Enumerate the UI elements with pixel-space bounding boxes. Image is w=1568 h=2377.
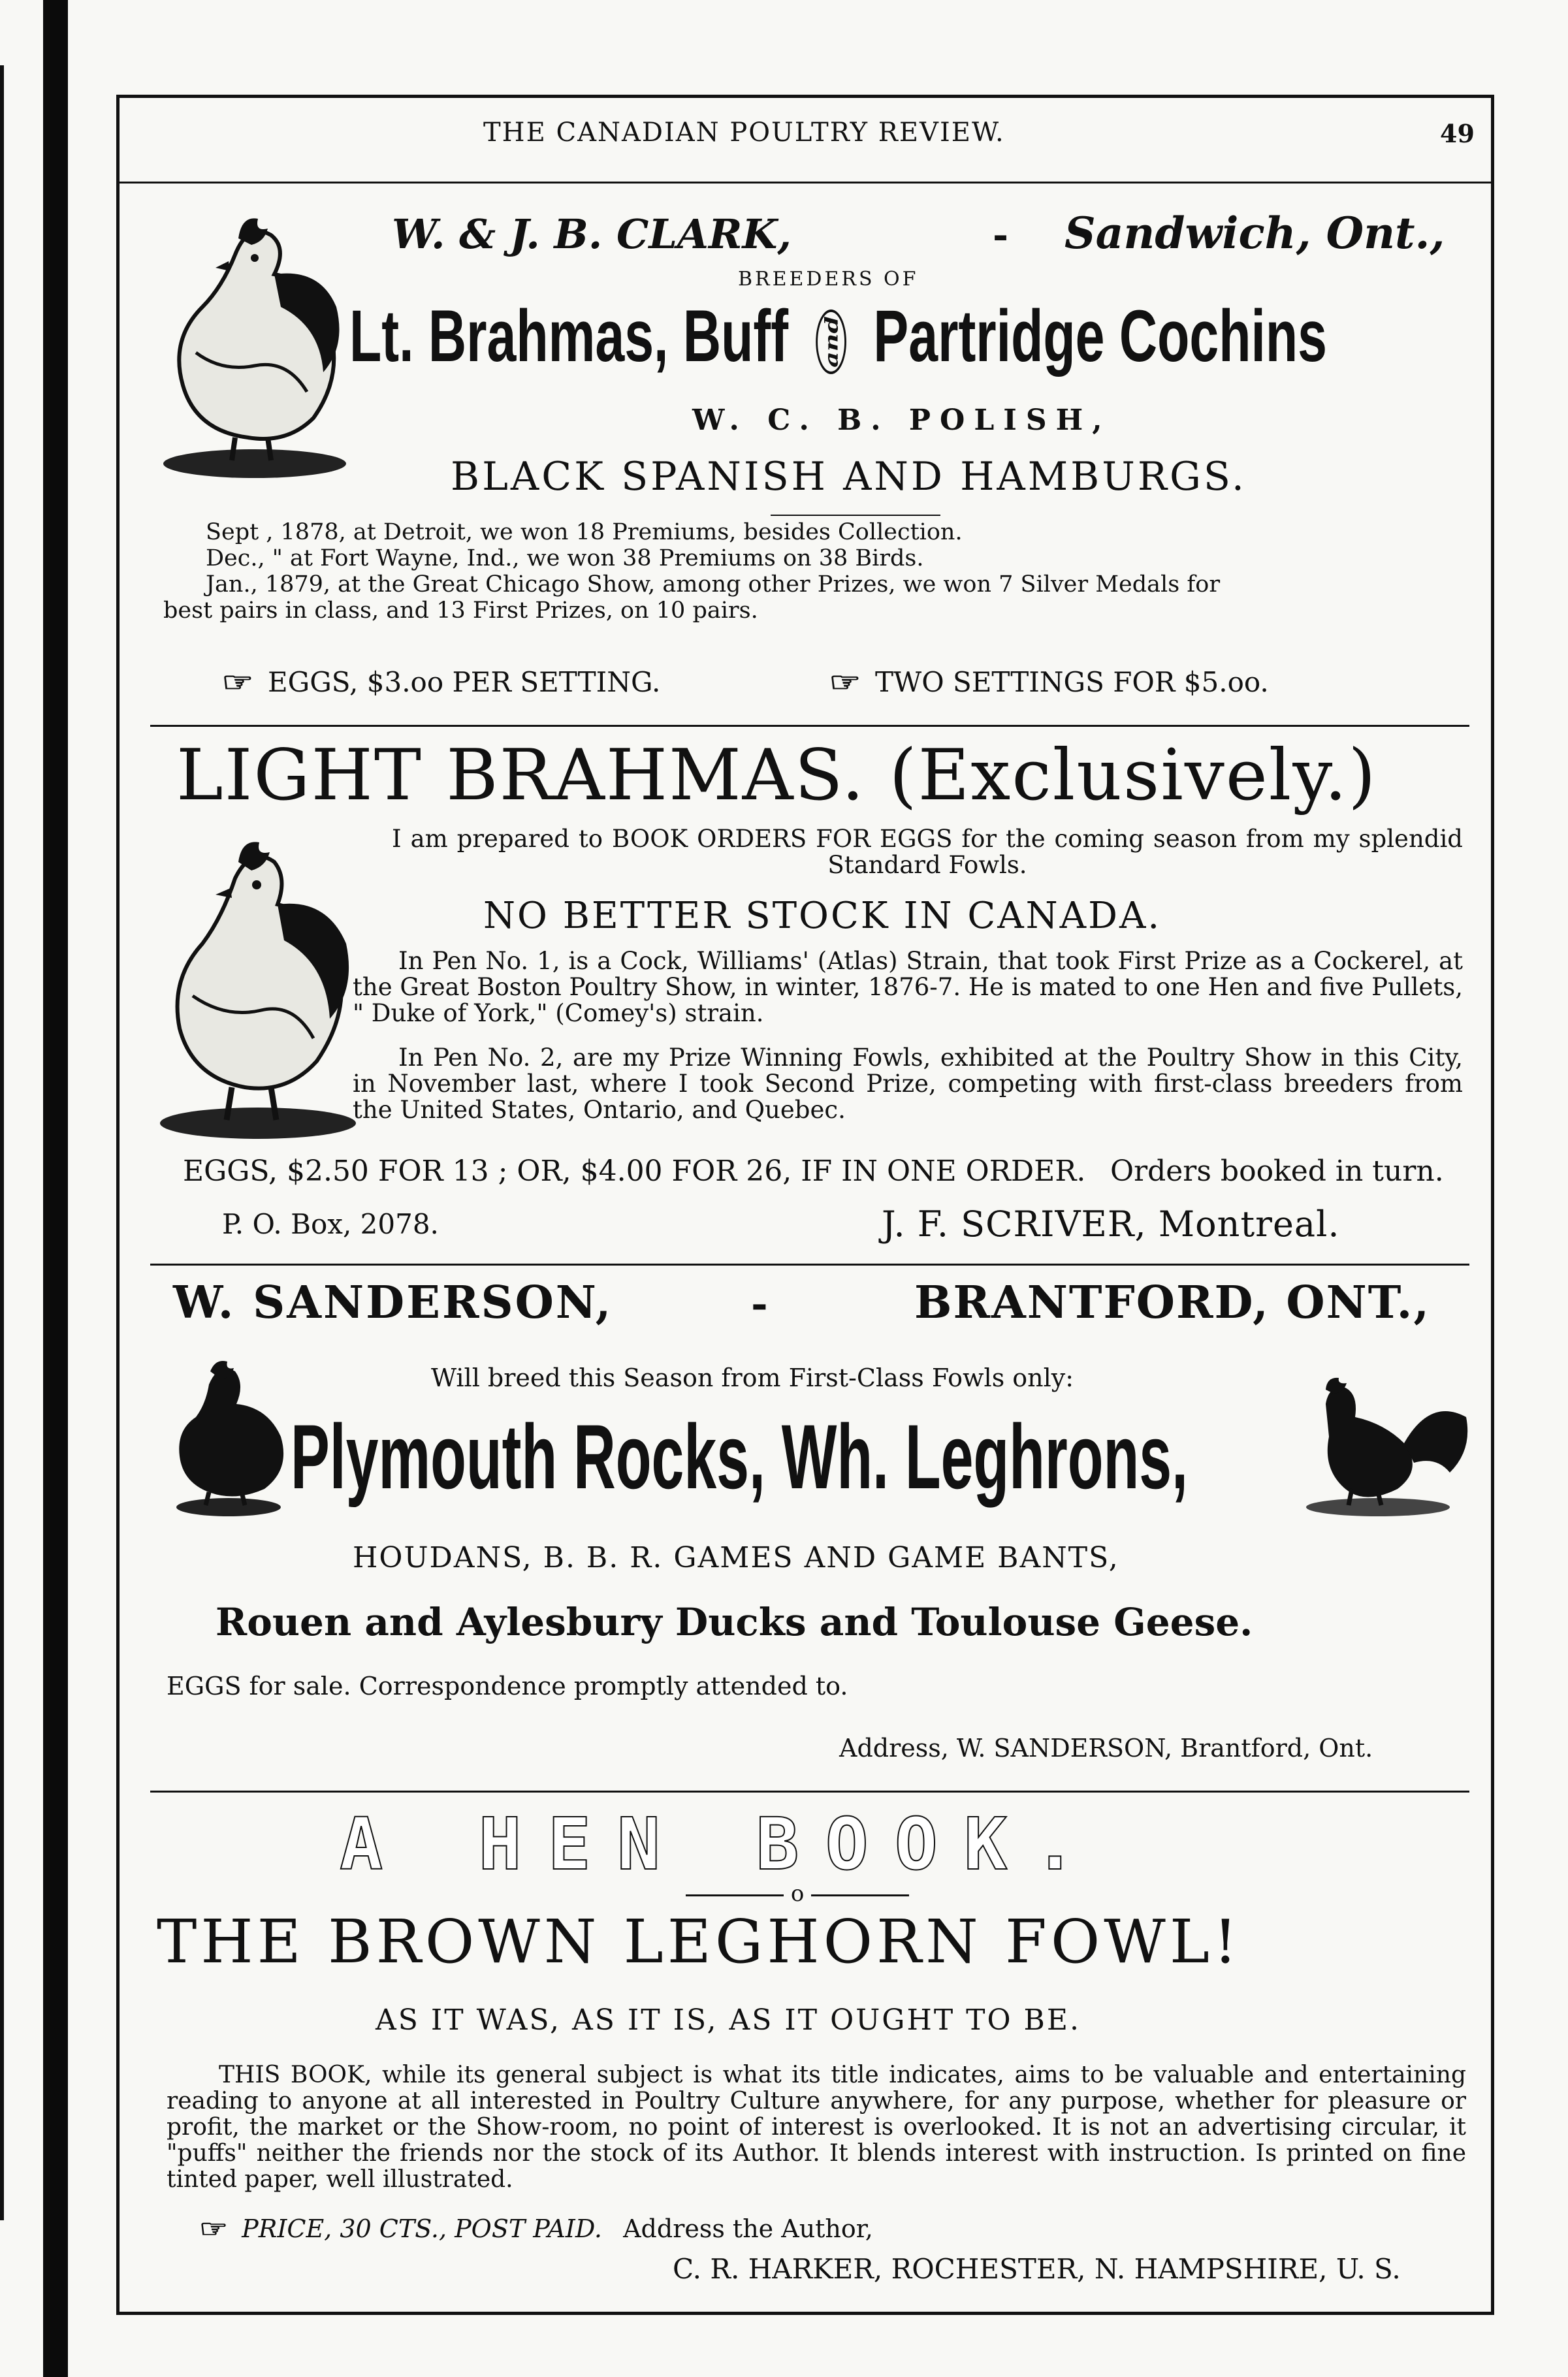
clark-headline-left: Lt. Brahmas, Buff	[349, 295, 789, 377]
brahmas-pen-2: In Pen No. 2, are my Prize Winning Fowls, exhibited at the Poultry Show in this City, in November last, where I took Second Prize, competing with first-class breeders from the United States, Ontario, and Quebec.	[353, 1044, 1463, 1124]
brahmas-subhead: NO BETTER STOCK IN CANADA.	[483, 895, 1162, 937]
page-edge-line	[0, 65, 4, 2220]
sanderson-address: Address, W. SANDERSON, Brantford, Ont.	[839, 1734, 1373, 1763]
clark-two-settings-text: TWO SETTINGS FOR $5.oo.	[875, 666, 1269, 698]
clark-dash: -	[993, 213, 1009, 257]
rooster-icon	[157, 209, 353, 483]
clark-eggs-text: EGGS, $3.oo PER SETTING.	[268, 666, 661, 698]
sanderson-name: W. SANDERSON,	[173, 1277, 613, 1329]
clark-headline-and: and	[816, 310, 846, 374]
clark-eggs	[221, 666, 661, 698]
clark-polish: W. C. B. POLISH,	[692, 404, 1112, 437]
sanderson-breed-line: Will breed this Season from First-Class Fowls only:	[431, 1364, 1074, 1392]
rooster-icon	[1300, 1358, 1476, 1522]
sanderson-location: BRANTFORD, ONT.,	[914, 1277, 1430, 1329]
section-rule-1	[150, 725, 1469, 727]
sanderson-headline: Plymouth Rocks, Wh. Leghrons,	[291, 1405, 1188, 1508]
henbook-ornament-mark: o	[790, 1881, 805, 1907]
clark-line-3: Jan., 1879, at the Great Chicago Show, among other Prizes, we won 7 Silver Medals for	[206, 571, 1221, 598]
clark-breeders-of: BREEDERS OF	[738, 268, 919, 291]
clark-line-1: Sept , 1878, at Detroit, we won 18 Premiums, besides Collection.	[206, 519, 963, 545]
pointing-hand-icon: ☞	[199, 2214, 229, 2243]
clark-name-text: W. & J. B. CLARK,	[392, 210, 792, 258]
brahmas-eggs-line: EGGS, $2.50 FOR 13 ; OR, $4.00 FOR 26, IF IN ONE ORDER.	[183, 1155, 1086, 1188]
brahmas-headline: LIGHT BRAHMAS. (Exclusively.)	[176, 735, 1377, 816]
henbook-ornament	[686, 1881, 909, 1907]
section-rule-2	[150, 1264, 1469, 1266]
header-rule	[116, 182, 1494, 183]
sanderson-line-3: Rouen and Aylesbury Ducks and Toulouse Geese.	[216, 1600, 1253, 1644]
section-rule-3	[150, 1791, 1469, 1793]
binding-spine	[43, 0, 68, 2377]
page-header-title: THE CANADIAN POULTRY REVIEW.	[483, 118, 1005, 148]
brahmas-orders: Orders booked in turn.	[1110, 1155, 1444, 1188]
sanderson-line-2: HOUDANS, B. B. R. GAMES AND GAME BANTS,	[353, 1541, 1119, 1574]
brahmas-signature: J. F. SCRIVER, Montreal.	[882, 1204, 1340, 1245]
henbook-subtitle: THE BROWN LEGHORN FOWL!	[157, 1907, 1241, 1977]
clark-location: Sandwich, Ont.,	[1064, 208, 1445, 259]
henbook-price-text: PRICE, 30 CTS., POST PAID.	[242, 2214, 603, 2243]
henbook-title: A HEN BOOK.	[340, 1802, 1103, 1886]
henbook-price	[199, 2214, 873, 2243]
clark-headline-right: Partridge Cochins	[873, 295, 1327, 377]
henbook-address-prefix: Address the Author,	[623, 2214, 873, 2243]
brahmas-pen-1: In Pen No. 1, is a Cock, Williams' (Atlas) Strain, that took First Prize as a Cockerel, at the Great Boston Poultry Show, in winter, 1876-7. He is mated to one Hen and five Pullets, " Duke of York," (Comey's) strain.	[353, 947, 1463, 1027]
clark-name	[392, 210, 792, 258]
henbook-author: C. R. HARKER, ROCHESTER, N. HAMPSHIRE, U. S.	[673, 2253, 1401, 2285]
clark-line-2: Dec., " at Fort Wayne, Ind., we won 38 Premiums on 38 Birds.	[206, 545, 924, 571]
clark-rule	[771, 515, 940, 516]
page-number: 49	[1440, 119, 1475, 148]
pointing-hand-icon: ☞	[829, 666, 861, 698]
henbook-tagline: AS IT WAS, AS IT IS, AS IT OUGHT TO BE.	[376, 2003, 1081, 2037]
rooster-icon	[153, 833, 362, 1146]
sanderson-eggs: EGGS for sale. Correspondence promptly attended to.	[167, 1672, 848, 1700]
brahmas-box: P. O. Box, 2078.	[222, 1208, 439, 1240]
clark-headline	[349, 294, 1327, 378]
henbook-body: THIS BOOK, while its general subject is what its title indicates, aims to be valuable and entertaining reading to anyone at all interested in Poultry Culture anywhere, for any purpose, whether for pleasure or profit, the market or the Show-room, no point of interest is overlooked. It is not an advertising circular, it "puffs" neither the friends nor the stock of its Author. It blends interest with instruction. Is printed on fine tinted paper, well illustrated.	[167, 2062, 1466, 2193]
brahmas-intro: I am prepared to BOOK ORDERS FOR EGGS for the coming season from my splendid Standard Fowls.	[392, 825, 1463, 879]
sanderson-dash: -	[751, 1280, 768, 1328]
clark-line-4: best pairs in class, and 13 First Prizes, on 10 pairs.	[163, 598, 758, 624]
clark-spanish: BLACK SPANISH AND HAMBURGS.	[451, 454, 1247, 500]
clark-two-settings	[829, 666, 1269, 698]
pointing-hand-icon: ☞	[221, 666, 254, 698]
rooster-icon	[163, 1358, 294, 1522]
